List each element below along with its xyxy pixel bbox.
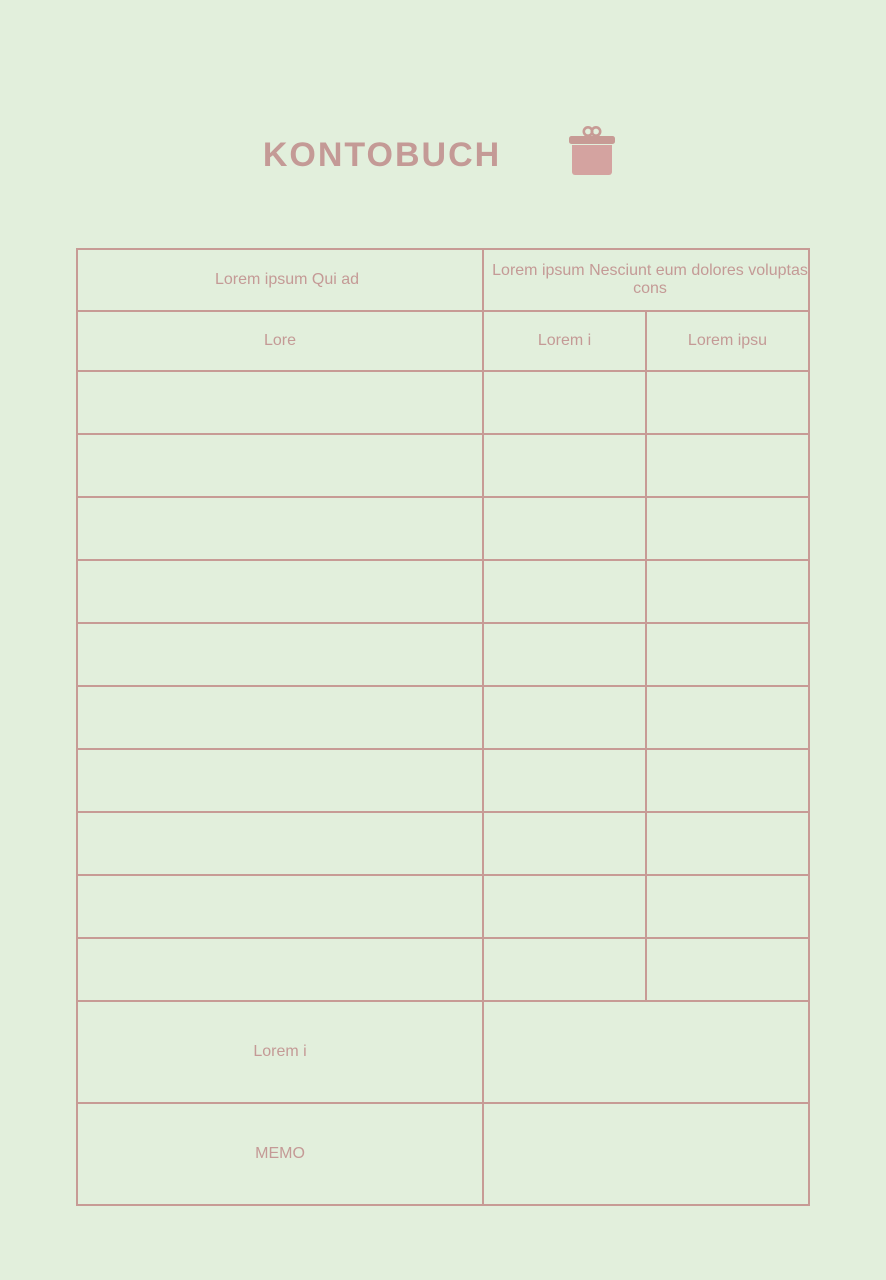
cell-description[interactable] [77,875,483,938]
table-row [77,434,809,497]
memo-value-field[interactable] [483,1103,809,1205]
cell-balance[interactable] [646,938,809,1001]
memo-label: MEMO [77,1103,483,1205]
cell-balance[interactable] [646,371,809,434]
cell-balance[interactable] [646,434,809,497]
cell-balance[interactable] [646,812,809,875]
cell-balance[interactable] [646,749,809,812]
page-header [0,110,886,200]
cell-description[interactable] [77,371,483,434]
table-row [77,686,809,749]
page-title: KONTOBUCH [262,136,502,174]
table-row [77,749,809,812]
table-row [77,623,809,686]
table-row [77,812,809,875]
cell-description[interactable] [77,749,483,812]
table-row [77,875,809,938]
total-value-field[interactable] [483,1001,809,1103]
table-row [77,938,809,1001]
total-label: Lorem i [77,1001,483,1103]
cell-amount[interactable] [483,938,646,1001]
column-header-3: Lorem ipsu [646,311,809,371]
purse-icon [561,124,623,186]
cell-description[interactable] [77,812,483,875]
column-header-1: Lore [77,311,483,371]
cell-amount[interactable] [483,497,646,560]
table-meta-row [77,249,809,311]
table-row [77,497,809,560]
cell-amount[interactable] [483,812,646,875]
cell-amount[interactable] [483,434,646,497]
cell-description[interactable] [77,623,483,686]
cell-amount[interactable] [483,686,646,749]
cell-description[interactable] [77,434,483,497]
cell-amount[interactable] [483,749,646,812]
meta-right-field[interactable]: Lorem ipsum Nesciunt eum dolores voluptas cons [483,249,809,311]
cell-balance[interactable] [646,497,809,560]
ledger-table-wrap [76,248,810,1206]
ledger-table [76,248,810,1206]
cell-amount[interactable] [483,371,646,434]
table-row [77,560,809,623]
cell-description[interactable] [77,938,483,1001]
cell-balance[interactable] [646,623,809,686]
cell-balance[interactable] [646,560,809,623]
cell-amount[interactable] [483,875,646,938]
table-row [77,371,809,434]
total-row [77,1001,809,1103]
cell-description[interactable] [77,560,483,623]
column-header-2: Lorem i [483,311,646,371]
cell-amount[interactable] [483,623,646,686]
cell-description[interactable] [77,686,483,749]
cell-balance[interactable] [646,686,809,749]
cell-balance[interactable] [646,875,809,938]
cell-description[interactable] [77,497,483,560]
meta-left-field[interactable]: Lorem ipsum Qui ad [77,249,483,311]
table-header-row [77,311,809,371]
cell-amount[interactable] [483,560,646,623]
memo-row [77,1103,809,1205]
